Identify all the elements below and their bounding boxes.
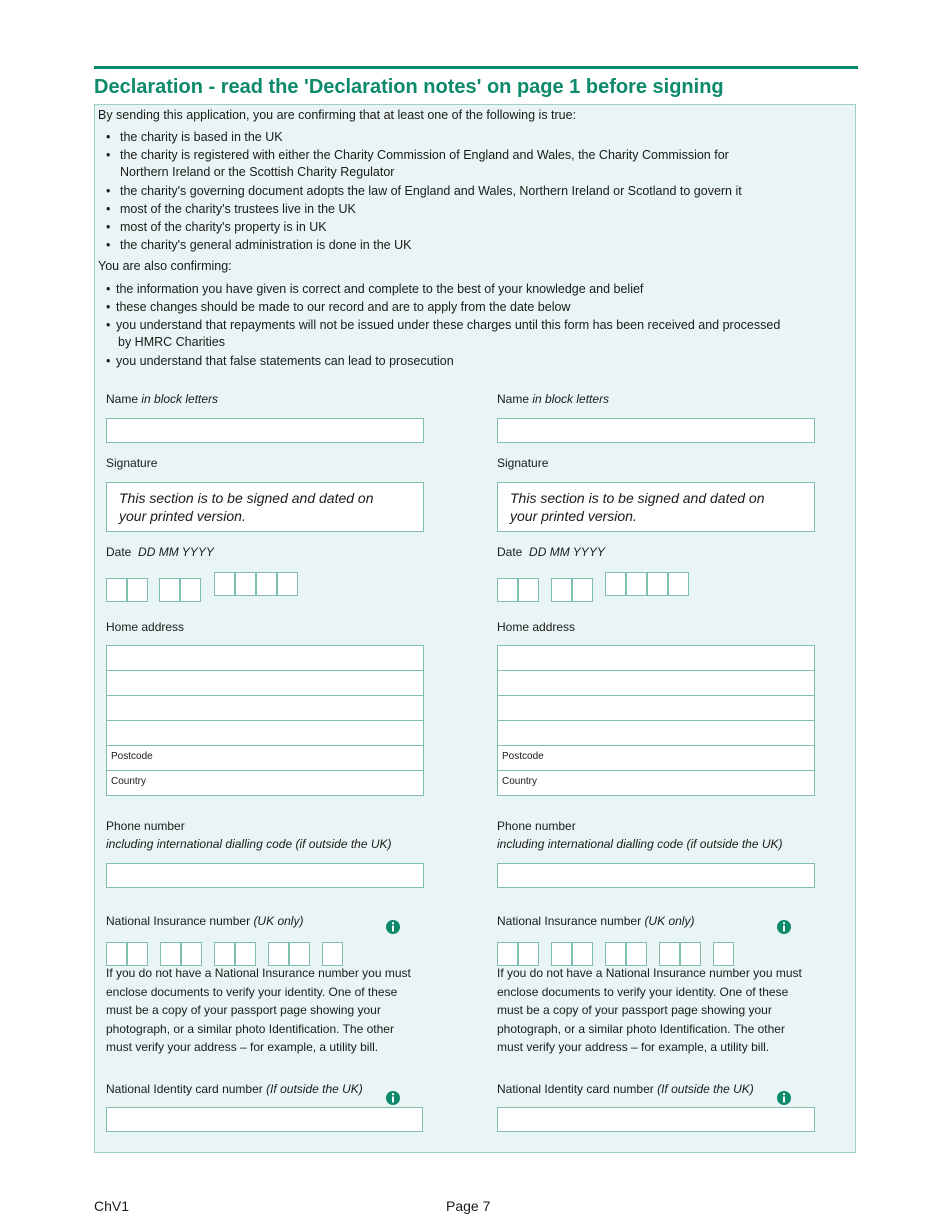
address-line-2[interactable] (106, 670, 424, 696)
ni-cell[interactable] (106, 942, 127, 966)
ni-cell[interactable] (127, 942, 148, 966)
ni-cell[interactable] (322, 942, 343, 966)
info-icon[interactable] (776, 1090, 792, 1106)
postcode-field-1[interactable]: Postcode (106, 745, 424, 771)
form-code: ChV1 (94, 1198, 130, 1214)
declaration-intro: By sending this application, you are confirming that at least one of the following is true: (98, 108, 577, 122)
ni-cell[interactable] (518, 942, 539, 966)
info-icon[interactable] (385, 919, 401, 935)
phone-input-2[interactable] (497, 863, 815, 888)
date-year-3-cell[interactable] (256, 572, 277, 596)
id-card-input-2[interactable] (497, 1107, 815, 1132)
name-input-1[interactable] (106, 418, 424, 443)
date-day-2-cell[interactable] (518, 578, 539, 602)
postcode-field-2[interactable]: Postcode (497, 745, 815, 771)
signature-label-1: Signature (106, 456, 158, 470)
phone-label-1: Phone number (106, 819, 185, 833)
date-year-3-cell[interactable] (647, 572, 668, 596)
date-month-1-cell[interactable] (159, 578, 180, 602)
ni-cell[interactable] (235, 942, 256, 966)
date-day-1-cell[interactable] (106, 578, 127, 602)
date-day-2-cell[interactable] (127, 578, 148, 602)
phone-hint-1: including international dialling code (if outside the UK) (106, 837, 392, 851)
ni-note-2: If you do not have a National Insurance number you must enclose documents to verify your identity. One of these must be a copy of your passport page showing your photograph, or a similar photo Identification. The other must verify your address – for example, a utility bill. (497, 966, 802, 1054)
address-line-3[interactable] (497, 695, 815, 721)
ni-note-1: If you do not have a National Insurance number you must enclose documents to verify your identity. One of these must be a copy of your passport page showing your photograph, or a similar photo Identification. The other must verify your address – for example, a utility bill. (106, 966, 411, 1054)
ni-cell[interactable] (713, 942, 734, 966)
id-card-label-2: National Identity card number (If outside the UK) (497, 1082, 754, 1096)
ni-cell[interactable] (181, 942, 202, 966)
name-label-1: Name in block letters (106, 392, 219, 406)
ni-cell[interactable] (289, 942, 310, 966)
ni-cell[interactable] (605, 942, 626, 966)
ni-cell[interactable] (160, 942, 181, 966)
date-year-4-cell[interactable] (277, 572, 298, 596)
ni-label-2: National Insurance number (UK only) (497, 914, 695, 928)
ni-cell[interactable] (268, 942, 289, 966)
page-number: Page 7 (446, 1198, 491, 1214)
date-day-1-cell[interactable] (497, 578, 518, 602)
date-label-2: Date DD MM YYYY (497, 545, 605, 559)
signature-box-1: This section is to be signed and dated on your printed version. (106, 482, 424, 532)
date-year-2-cell[interactable] (626, 572, 647, 596)
date-year-2-cell[interactable] (235, 572, 256, 596)
address-line-4[interactable] (497, 720, 815, 746)
signature-label-2: Signature (497, 456, 549, 470)
date-year-4-cell[interactable] (668, 572, 689, 596)
address-line-2[interactable] (497, 670, 815, 696)
date-month-2-cell[interactable] (180, 578, 201, 602)
info-icon[interactable] (385, 1090, 401, 1106)
ni-label-1: National Insurance number (UK only) (106, 914, 304, 928)
info-icon[interactable] (776, 919, 792, 935)
ni-cell[interactable] (680, 942, 701, 966)
ni-cell[interactable] (497, 942, 518, 966)
ni-cell[interactable] (572, 942, 593, 966)
also-confirming-heading: You are also confirming: (98, 259, 232, 273)
id-card-input-1[interactable] (106, 1107, 423, 1132)
ni-cell[interactable] (214, 942, 235, 966)
address-line-4[interactable] (106, 720, 424, 746)
date-year-1-cell[interactable] (605, 572, 626, 596)
phone-hint-2: including international dialling code (if outside the UK) (497, 837, 783, 851)
phone-label-2: Phone number (497, 819, 576, 833)
name-input-2[interactable] (497, 418, 815, 443)
date-month-1-cell[interactable] (551, 578, 572, 602)
ni-cell[interactable] (626, 942, 647, 966)
address-line-1[interactable] (497, 645, 815, 671)
home-address-label-2: Home address (497, 620, 576, 634)
ni-cell[interactable] (551, 942, 572, 966)
home-address-label-1: Home address (106, 620, 185, 634)
country-field-1[interactable]: Country (106, 770, 424, 796)
id-card-label-1: National Identity card number (If outside the UK) (106, 1082, 363, 1096)
date-month-2-cell[interactable] (572, 578, 593, 602)
name-label-2: Name in block letters (497, 392, 610, 406)
signature-box-2: This section is to be signed and dated on your printed version. (497, 482, 815, 532)
address-line-3[interactable] (106, 695, 424, 721)
date-label-1: Date DD MM YYYY (106, 545, 214, 559)
page-title: Declaration - read the 'Declaration notes' on page 1 before signing (94, 76, 724, 98)
address-line-1[interactable] (106, 645, 424, 671)
country-field-2[interactable]: Country (497, 770, 815, 796)
phone-input-1[interactable] (106, 863, 424, 888)
ni-cell[interactable] (659, 942, 680, 966)
date-year-1-cell[interactable] (214, 572, 235, 596)
header-rule (94, 66, 858, 69)
